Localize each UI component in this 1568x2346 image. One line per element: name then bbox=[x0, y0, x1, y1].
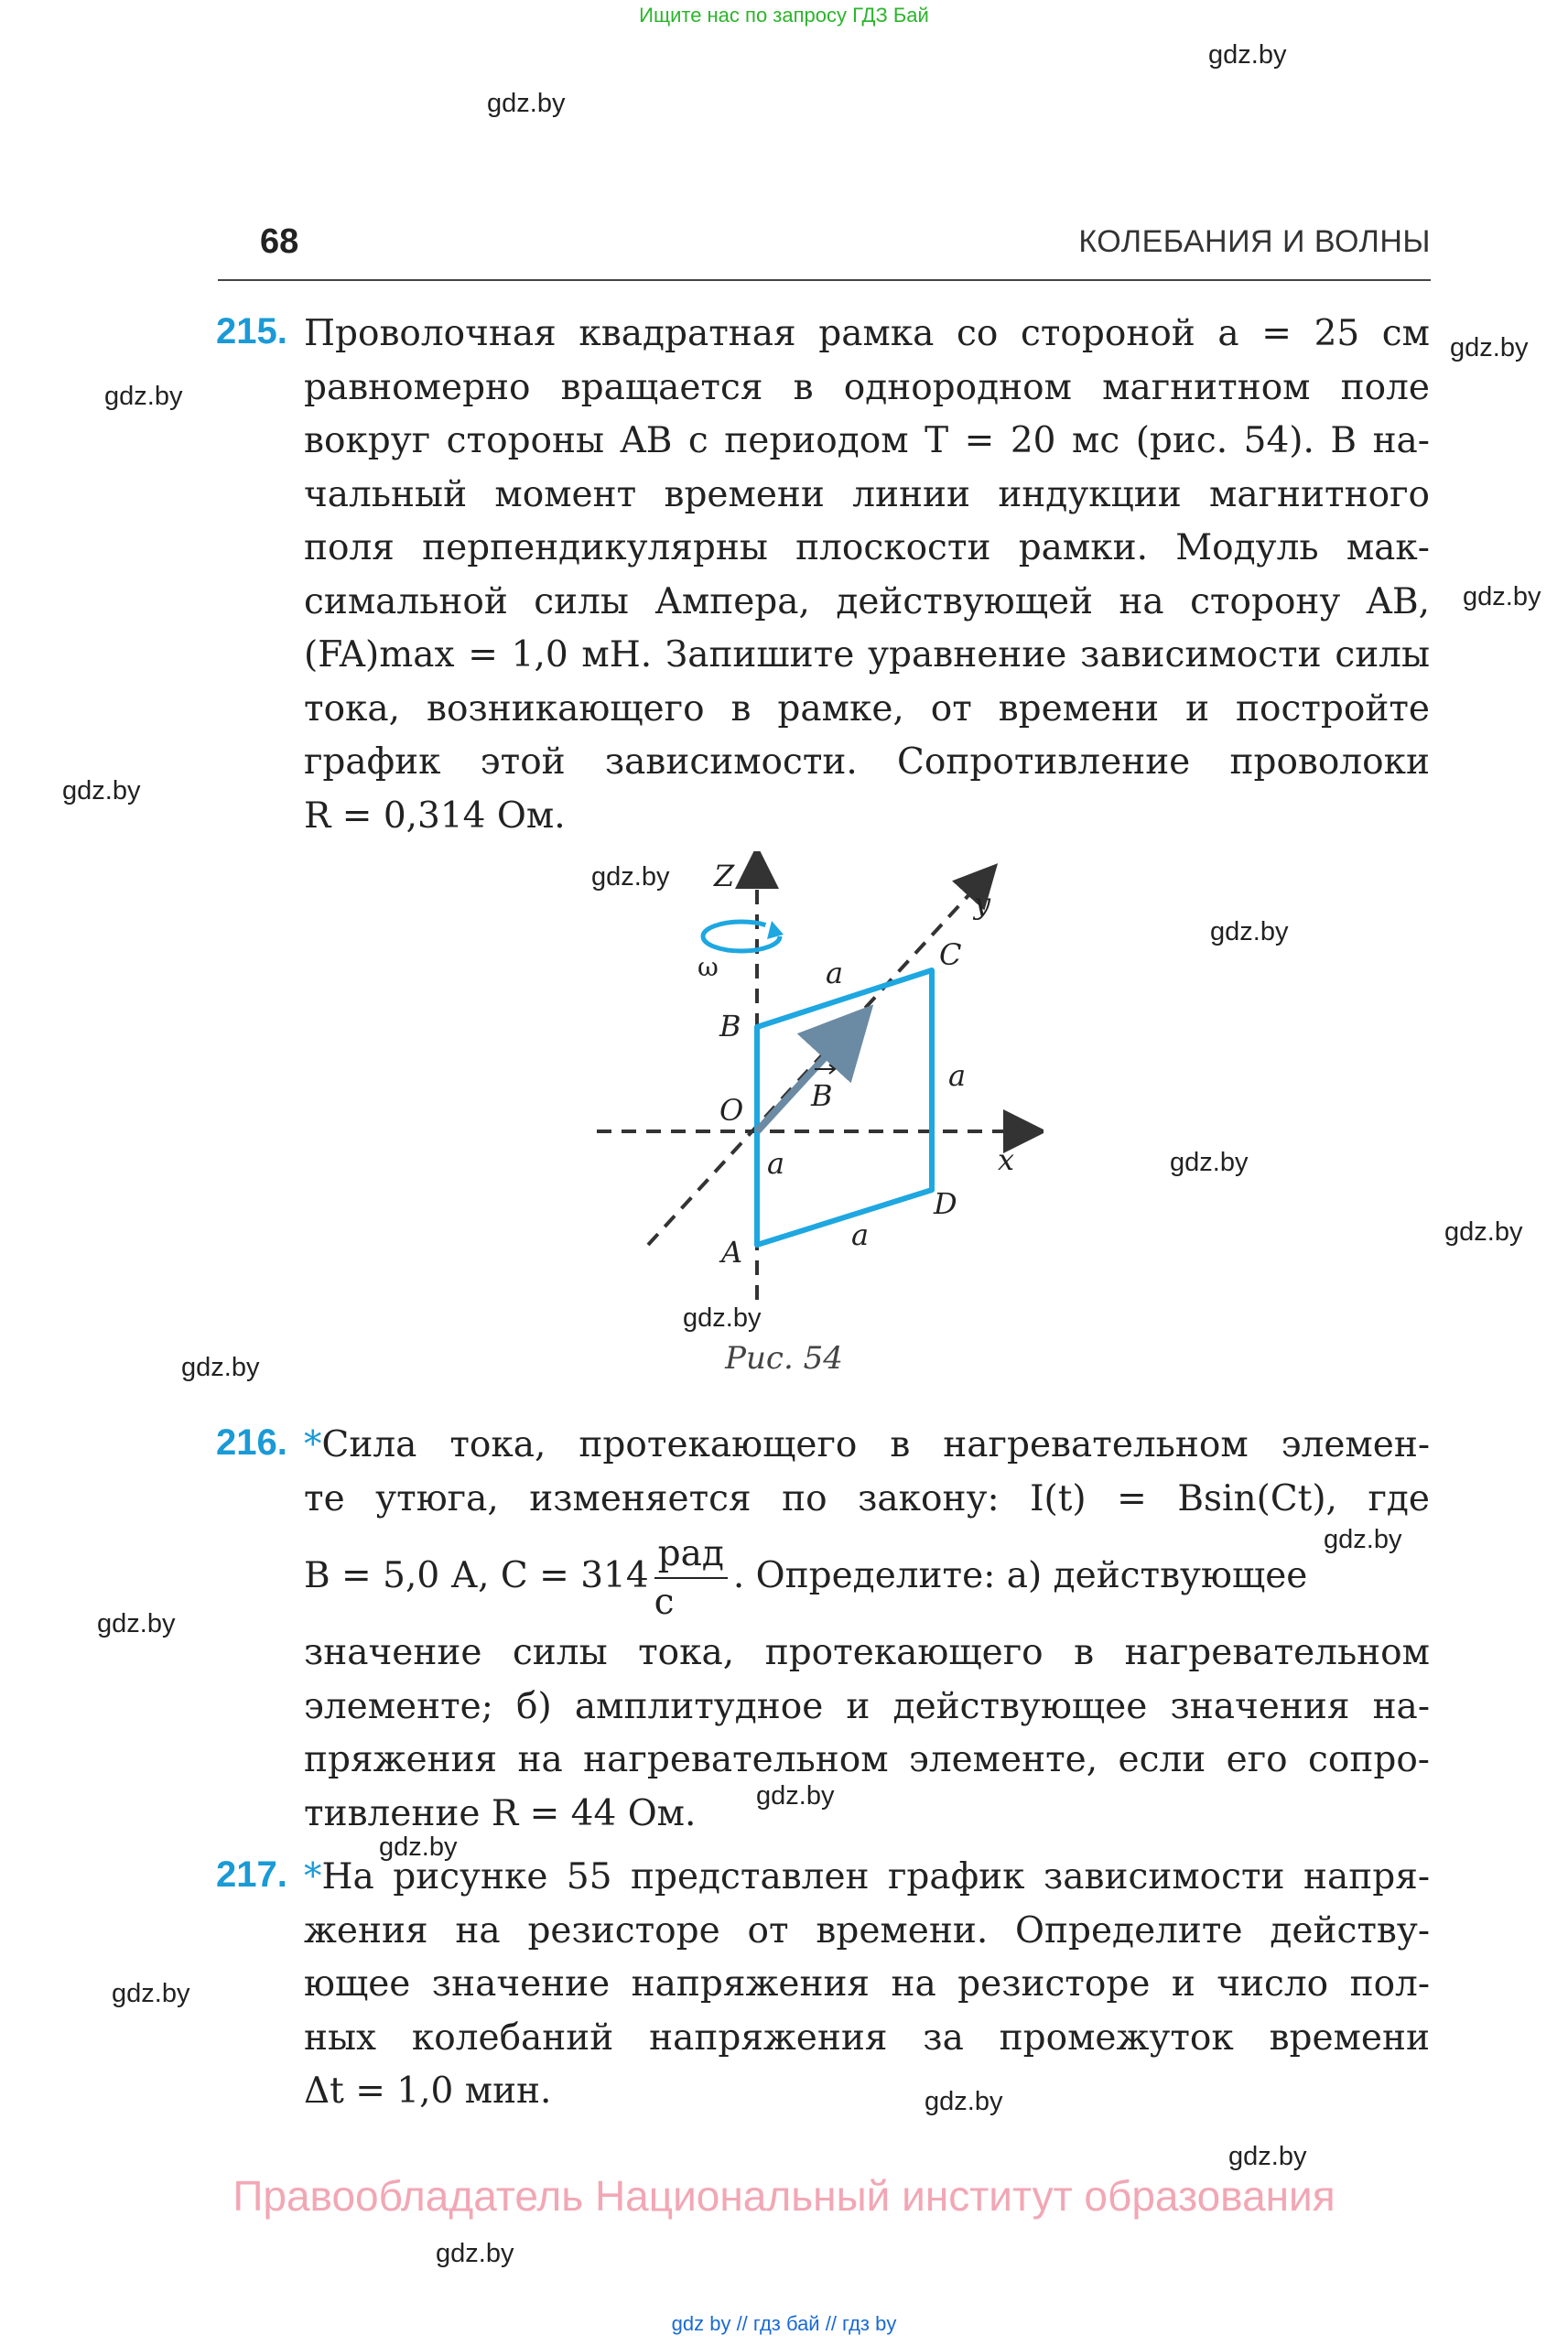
text-line: поля перпендикулярны плоскости рамки. Модуль мак- bbox=[304, 527, 1430, 568]
omega-label: ω bbox=[697, 952, 719, 982]
watermark: gdz.by bbox=[97, 1609, 176, 1638]
watermark: gdz.by bbox=[1210, 917, 1289, 946]
text-line: *На рисунке 55 представлен график зависимости напря- bbox=[304, 1856, 1430, 1897]
watermark: gdz.by bbox=[436, 2239, 514, 2268]
text-line: равномерно вращается в однородном магнитном поле bbox=[304, 366, 1430, 408]
text-line: пряжения на нагревательном элементе, если его сопро- bbox=[304, 1739, 1430, 1780]
page-header bbox=[218, 222, 1431, 281]
watermark: gdz.by bbox=[1450, 333, 1529, 362]
watermark: gdz.by bbox=[756, 1781, 835, 1811]
watermark: gdz.by bbox=[181, 1353, 260, 1382]
text-line: тивление R = 44 Ом. bbox=[304, 1792, 697, 1834]
section-title: КОЛЕБАНИЯ И ВОЛНЫ bbox=[1078, 224, 1431, 259]
text-line: вокруг стороны AB с периодом T = 20 мс (рис. 54). В на- bbox=[304, 420, 1430, 461]
watermark: gdz.by bbox=[1463, 582, 1541, 611]
watermark: gdz.by bbox=[925, 2087, 1003, 2116]
text-line: чальный момент времени линии индукции магнитного bbox=[304, 473, 1430, 515]
point-o-label: O bbox=[719, 1093, 744, 1128]
point-c-label: C bbox=[939, 937, 962, 972]
text-line: ных колебаний напряжения за промежуток времени bbox=[304, 2016, 1430, 2059]
x-label: x bbox=[998, 1142, 1015, 1177]
induction-vector bbox=[757, 1021, 859, 1131]
watermark: gdz.by bbox=[487, 89, 566, 118]
z-label: Z bbox=[714, 859, 735, 893]
text-line: элементе; б) амплитудное и действующее значения на- bbox=[304, 1685, 1430, 1727]
problem-215-text bbox=[304, 308, 1430, 843]
text-line: B = 5,0 А, C = 314 $\frac{\text{рад}}{с}$ . Определите: а) действующее bbox=[304, 1533, 1308, 1623]
problem-number: 215. bbox=[216, 311, 287, 351]
watermark: gdz.by bbox=[62, 776, 141, 805]
watermark: gdz.by bbox=[1170, 1148, 1249, 1177]
watermark: gdz.by bbox=[112, 1979, 190, 2008]
point-a-label: A bbox=[721, 1235, 743, 1270]
text-line: Проволочная квадратная рамка со стороной a = 25 см bbox=[304, 313, 1430, 354]
text-line: Δt = 1,0 мин. bbox=[304, 2070, 552, 2112]
figure-54-diagram bbox=[586, 851, 1044, 1327]
copyright-notice: Правообладатель Национальный институт образования bbox=[232, 2172, 1336, 2220]
text-line: значение силы тока, протекающего в нагревательном bbox=[304, 1632, 1430, 1673]
y-label: y bbox=[974, 886, 991, 921]
search-hint: Ищите нас по запросу ГДЗ Бай bbox=[639, 4, 929, 27]
text-line: график этой зависимости. Сопротивление проволоки bbox=[304, 741, 1430, 783]
page-number: 68 bbox=[260, 222, 299, 261]
text-line: (FA)max = 1,0 мН. Запишите уравнение зависимости силы bbox=[304, 634, 1430, 676]
text-line: ющее значение напряжения на резисторе и число пол- bbox=[304, 1963, 1430, 2005]
text-line: те утюга, изменяется по закону: I(t) = Bsin(Ct), где bbox=[304, 1477, 1430, 1519]
watermark: gdz.by bbox=[1208, 40, 1287, 70]
watermark: gdz.by bbox=[1228, 2142, 1307, 2171]
text-line: тока, возникающего в рамке, от времени и постройте bbox=[304, 687, 1430, 730]
side-label-bottom: a bbox=[851, 1217, 870, 1252]
text-line: *Сила тока, протекающего в нагревательном элемен- bbox=[304, 1424, 1430, 1465]
vector-b-label: B bbox=[811, 1078, 833, 1113]
watermark: gdz.by bbox=[379, 1832, 458, 1862]
fraction: $\frac{\text{рад}}{с}$ bbox=[654, 1536, 728, 1620]
text-line: жения на резисторе от времени. Определите действу- bbox=[304, 1909, 1430, 1951]
problem-217-text bbox=[304, 1851, 1430, 2119]
watermark: gdz.by bbox=[1324, 1525, 1402, 1554]
point-d-label: D bbox=[934, 1186, 957, 1221]
watermark: gdz.by bbox=[683, 1303, 762, 1333]
figure-caption: Рис. 54 bbox=[725, 1340, 843, 1377]
star-mark: * bbox=[304, 1856, 322, 1897]
text-line: симальной силы Ампера, действующей на сторону AB, bbox=[304, 580, 1430, 622]
problem-216-text bbox=[304, 1419, 1430, 1841]
footer-links[interactable]: gdz by // гдз бай // гдз by bbox=[671, 2312, 897, 2335]
text-line: R = 0,314 Ом. bbox=[304, 795, 566, 837]
point-b-label: B bbox=[719, 1009, 741, 1043]
side-label-top: a bbox=[826, 956, 844, 990]
watermark: gdz.by bbox=[104, 382, 183, 411]
problem-number: 216. bbox=[216, 1422, 287, 1463]
problem-number: 217. bbox=[216, 1854, 287, 1895]
side-label-left: a bbox=[767, 1146, 785, 1181]
watermark: gdz.by bbox=[1444, 1217, 1523, 1247]
side-label-right: a bbox=[948, 1058, 967, 1093]
watermark: gdz.by bbox=[591, 862, 670, 892]
star-mark: * bbox=[304, 1424, 322, 1465]
